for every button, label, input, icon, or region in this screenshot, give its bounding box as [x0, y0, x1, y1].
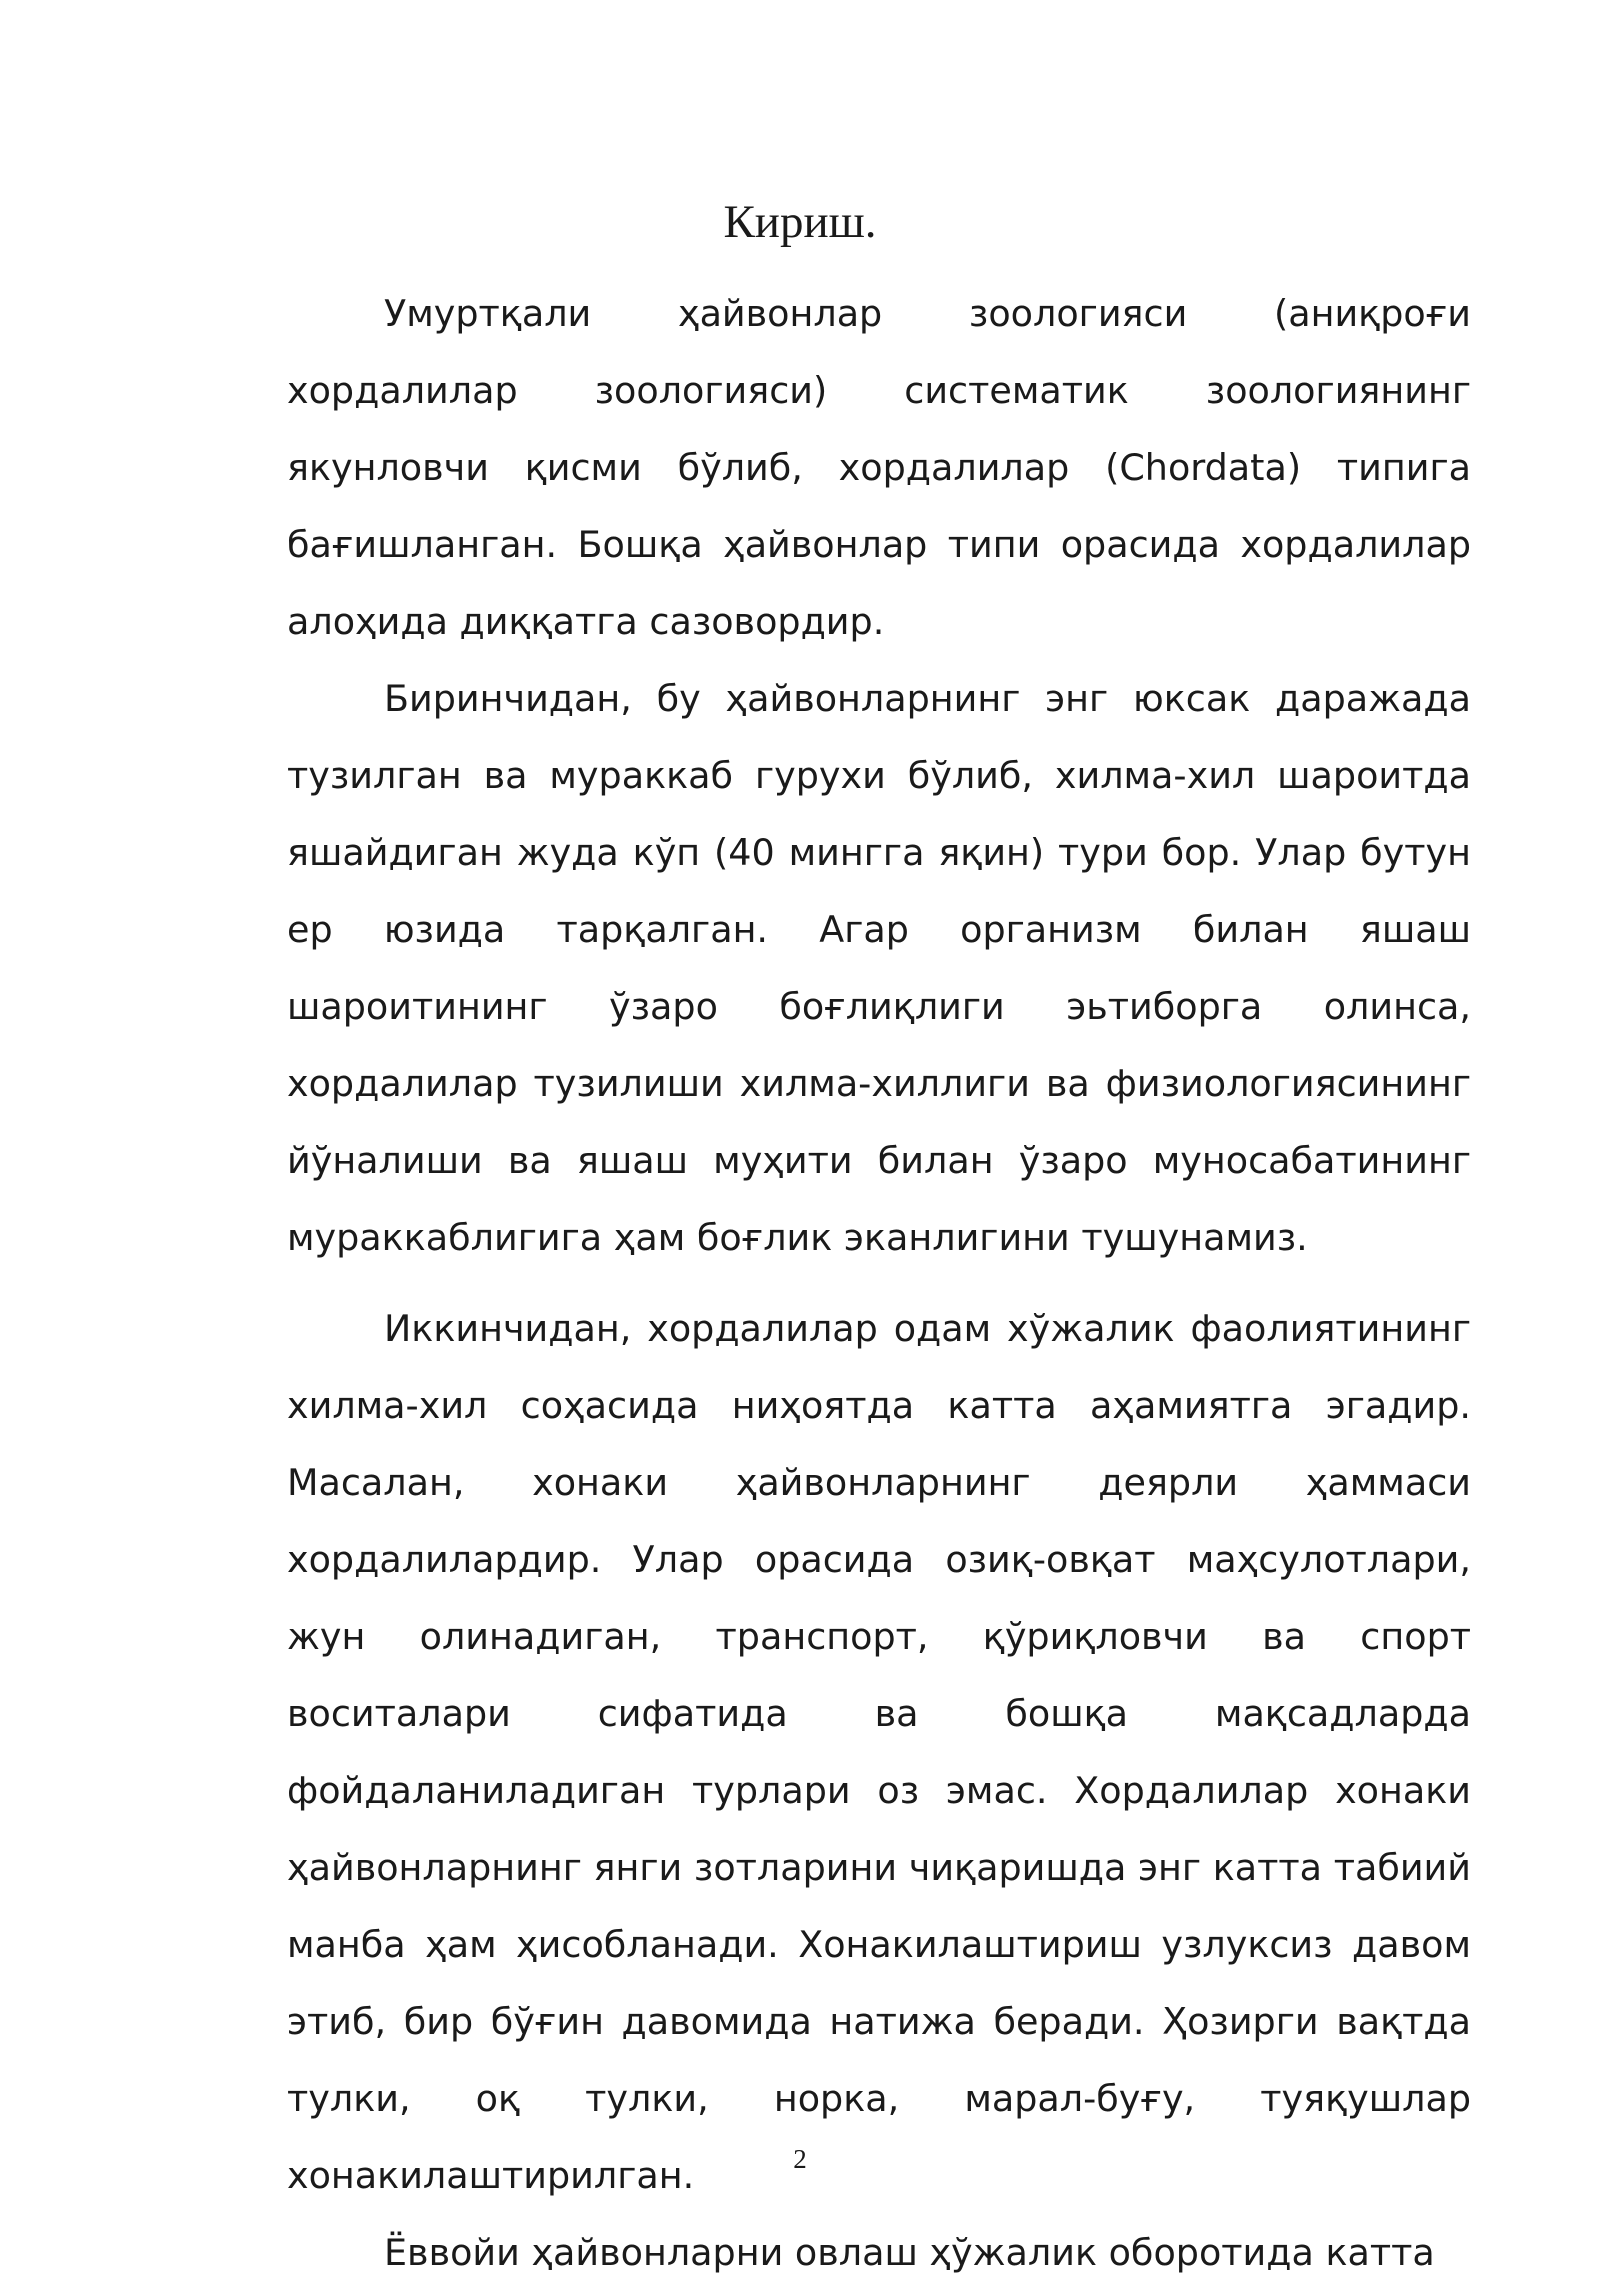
page-number: 2	[793, 2144, 807, 2174]
paragraph-intro: Умуртқали ҳайвонлар зоологияси (аниқроғи хордалилар зоологияси) систематик зоологиянинг якунловчи қисми бўлиб, хордалилар (Chordata) типига бағишланган. Бошқа ҳайвонлар типи орасида хордалилар алоҳида диққатга сазовордир.	[287, 292, 1471, 643]
body-text	[287, 275, 1471, 2291]
paragraph-second-reason: Иккинчидан, хордалилар одам хўжалик фаолиятининг хилма-хил соҳасида ниҳоятда катта аҳамиятга эгадир. Масалан, хонаки ҳайвонларнинг деярли ҳаммаси хордалилардир. Улар орасида озиқ-овқат маҳсулотлари, жун олинадиган, транспорт, қўриқловчи ва спорт воситалари сифатида ва бошқа мақсадларда фойдаланиладиган турлари оз эмас. Хордалилар хонаки ҳайвонларнинг янги зотларини чиқаришда энг катта табиий манба ҳам ҳисобланади. Хонакилаштириш узлуксиз давом этиб, бир бўғин давомида натижа беради. Ҳозирги вақтда тулки, оқ тулки, норка, марал-буғу, туяқушлар хонакилаштирилган.	[287, 1307, 1471, 2197]
paragraph-first-reason: Биринчидан, бу ҳайвонларнинг энг юксак даражада тузилган ва мураккаб гурухи бўлиб, хилма-хил шароитда яшайдиган жуда кўп (40 мингга яқин) тури бор. Улар бутун ер юзида тарқалган. Агар организм билан яшаш шароитининг ўзаро боғлиқлиги эьтиборга олинса, хордалилар тузилиши хилма-хиллиги ва физиологиясининг йўналиши ва яшаш муҳити билан ўзаро муносабатининг мураккаблигига ҳам боғлик эканлигини тушунамиз.	[287, 677, 1471, 1259]
page-title: Кириш.	[723, 196, 877, 248]
paragraph-hunting: Ёввойи ҳайвонларни овлаш ҳўжалик оборотида катта	[384, 2231, 1435, 2274]
